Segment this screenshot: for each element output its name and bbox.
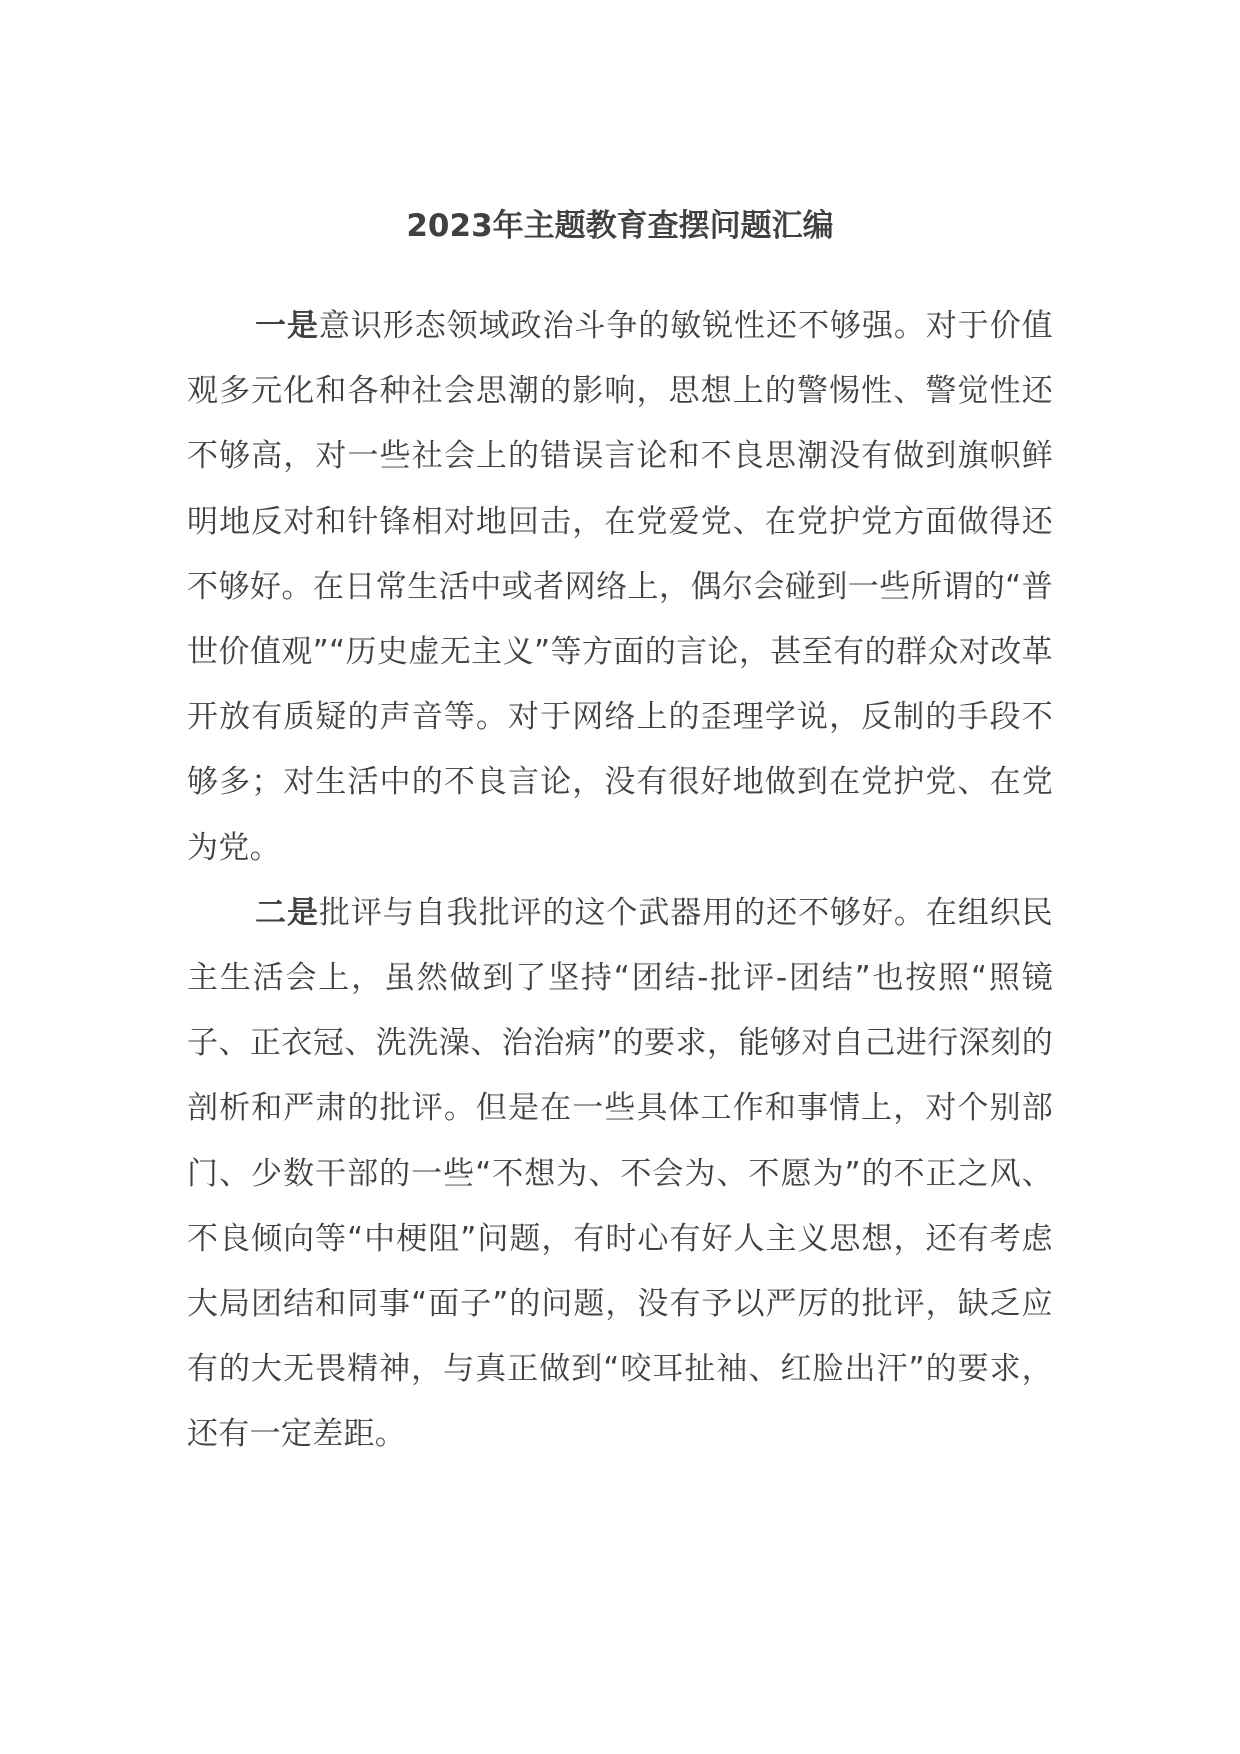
document-body [187, 294, 1053, 1468]
paragraph-1-lead: 一是 [255, 308, 319, 344]
document-title: 2023年主题教育查摆问题汇编 [406, 208, 834, 244]
paragraph-1 [187, 294, 1053, 881]
paragraph-2-lead: 二是 [255, 894, 319, 931]
paragraph-2 [187, 881, 1053, 1468]
paragraph-1-text: 意识形态领域政治斗争的敏锐性还不够强。对于价值观多元化和各种社会思潮的影响，思想上的警惕性、警觉性还不够高，对一些社会上的错误言论和不良思潮没有做到旗帜鲜明地反对和针锋相对地回击，在党爱党、在党护党方面做得还不够好。在日常生活中或者网络上，偶尔会碰到一些所谓的“普世价值观”“历史虚无主义”等方面的言论，甚至有的群众对改革开放有质疑的声音等。对于网络上的歪理学说，反制的手段不够多；对生活中的不良言论，没有很好地做到在党护党、在党为党。 [187, 308, 1053, 866]
paragraph-2-text: 批评与自我批评的这个武器用的还不够好。在组织民主生活会上，虽然做到了坚持“团结-批评-团结”也按照“照镜子、正衣冠、洗洗澡、治治病”的要求，能够对自己进行深刻的剖析和严肃的批评。但是在一些具体工作和事情上，对个别部门、少数干部的一些“不想为、不会为、不愿为”的不正之风、不良倾向等“中梗阻”问题，有时心有好人主义思想，还有考虑大局团结和同事“面子”的问题，没有予以严厉的批评，缺乏应有的大无畏精神，与真正做到“咬耳扯袖、红脸出汗”的要求，还有一定差距。 [187, 894, 1053, 1453]
